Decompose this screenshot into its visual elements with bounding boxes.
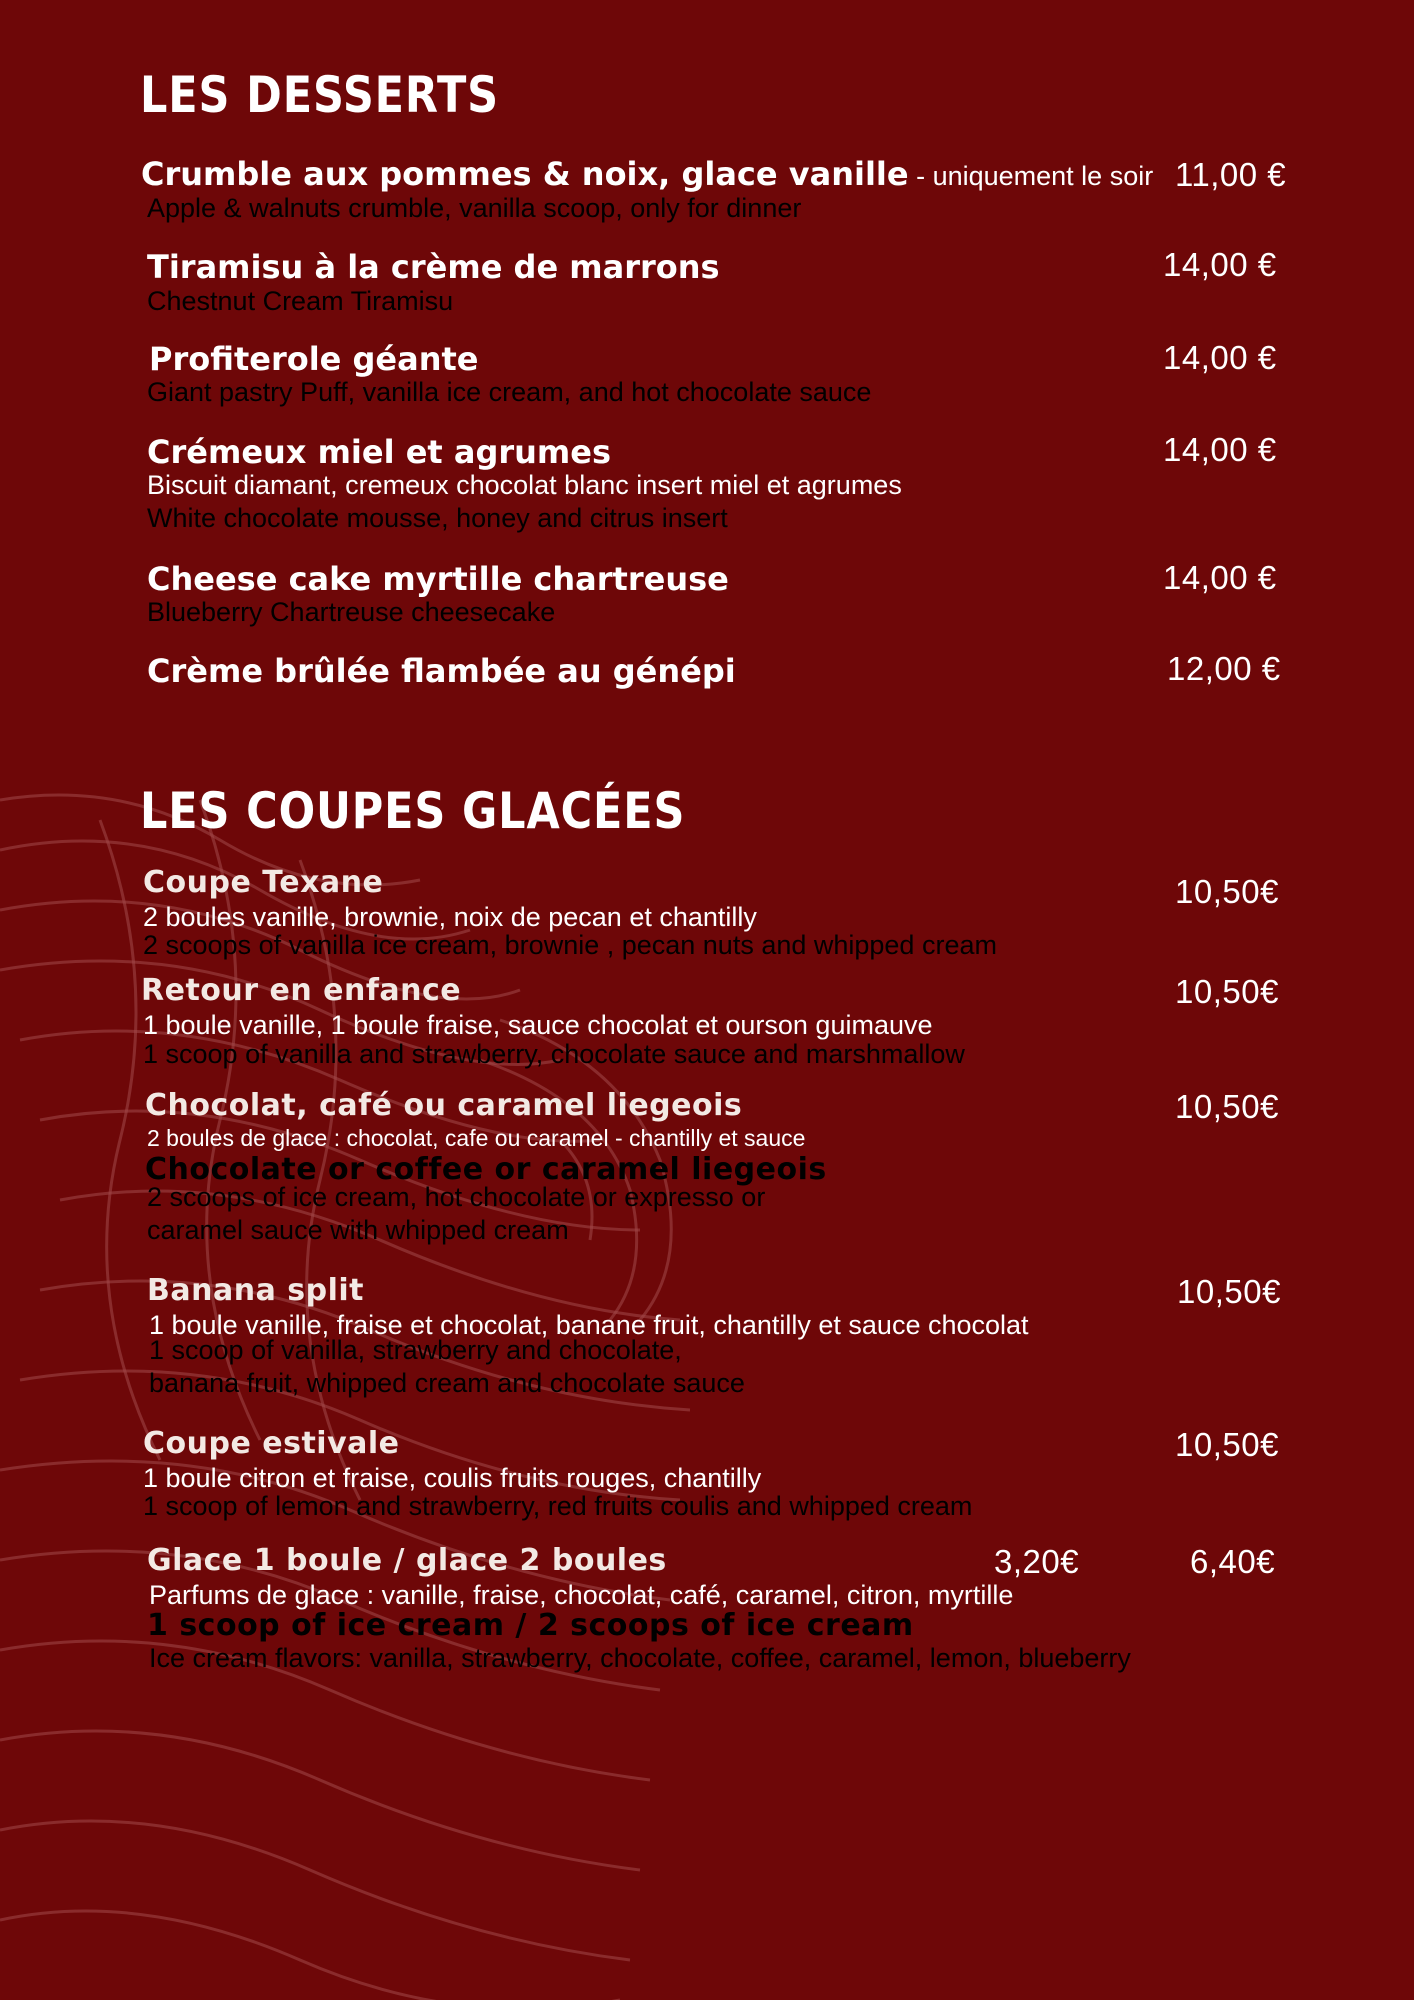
coupe-name-en: Chocolate or coffee or caramel liegeois: [145, 1152, 827, 1187]
dessert-name-tiramisu: Tiramisu à la crème de marrons: [147, 248, 720, 286]
coupe-description-en: caramel sauce with whipped cream: [147, 1215, 569, 1245]
dessert-price: 14,00 €: [1163, 431, 1277, 468]
coupe-name-banana-split: Banana split: [147, 1273, 364, 1308]
dessert-note: - uniquement le soir: [908, 161, 1154, 191]
dessert-description-en: Chestnut Cream Tiramisu: [147, 286, 454, 316]
dessert-item-crumble: [141, 155, 1153, 193]
dessert-description-en: Giant pastry Puff, vanilla ice cream, and hot chocolate sauce: [147, 377, 872, 407]
dessert-name-creme-brulee: Crème brûlée flambée au génépi: [147, 652, 736, 690]
dessert-name-profiterole: Profiterole géante: [149, 340, 479, 378]
dessert-price: 14,00 €: [1163, 246, 1277, 283]
dessert-description-en: Blueberry Chartreuse cheesecake: [147, 597, 556, 627]
dessert-name: Crumble aux pommes & noix, glace vanille: [141, 155, 909, 193]
coupe-name-retour-en-enfance: Retour en enfance: [141, 973, 462, 1008]
dessert-price: 14,00 €: [1163, 339, 1277, 376]
coupe-description-en: 1 scoop of lemon and strawberry, red fruits coulis and whipped cream: [143, 1491, 973, 1521]
dessert-name-cremeux: Crémeux miel et agrumes: [147, 433, 611, 471]
desserts-section-title: LES DESSERTS: [140, 66, 499, 124]
dessert-description-en: White chocolate mousse, honey and citrus insert: [147, 503, 728, 533]
coupe-price-one-scoop: 3,20€: [994, 1543, 1080, 1580]
coupe-description-fr: 1 boule vanille, 1 boule fraise, sauce chocolat et ourson guimauve: [143, 1010, 933, 1040]
coupe-description-fr: Parfums de glace : vanille, fraise, chocolat, café, caramel, citron, myrtille: [149, 1580, 1014, 1610]
coupe-name-estivale: Coupe estivale: [143, 1426, 400, 1461]
dessert-price: 12,00 €: [1167, 650, 1281, 687]
dessert-name-cheesecake: Cheese cake myrtille chartreuse: [147, 560, 729, 598]
coupe-description-fr: 1 boule citron et fraise, coulis fruits rouges, chantilly: [143, 1463, 762, 1493]
dessert-price: 11,00 €: [1175, 156, 1287, 193]
coupe-price-two-scoops: 6,40€: [1190, 1543, 1276, 1580]
coupe-description-fr: 2 boules de glace : chocolat, cafe ou caramel - chantilly et sauce: [147, 1125, 806, 1151]
dessert-description-fr: Biscuit diamant, cremeux chocolat blanc insert miel et agrumes: [147, 470, 902, 500]
coupes-section-title: LES COUPES GLACÉES: [140, 782, 686, 840]
coupe-description-fr: 2 boules vanille, brownie, noix de pecan et chantilly: [143, 902, 757, 932]
coupe-description-en: 2 scoops of ice cream, hot chocolate or expresso or: [147, 1182, 766, 1212]
coupe-name-liegeois: Chocolat, café ou caramel liegeois: [145, 1088, 743, 1123]
coupe-description-en: 1 scoop of vanilla and strawberry, chocolate sauce and marshmallow: [143, 1039, 965, 1069]
coupe-description-en: Ice cream flavors: vanilla, strawberry, chocolate, coffee, caramel, lemon, blueberry: [149, 1643, 1131, 1673]
coupe-name-texane: Coupe Texane: [143, 865, 384, 900]
coupe-price: 10,50€: [1175, 973, 1279, 1010]
coupe-price: 10,50€: [1175, 1088, 1279, 1125]
coupe-name-glace: Glace 1 boule / glace 2 boules: [147, 1543, 667, 1578]
dessert-price: 14,00 €: [1163, 559, 1277, 596]
coupe-description-en: 1 scoop of vanilla, strawberry and chocolate,: [149, 1335, 682, 1365]
coupe-description-en: banana fruit, whipped cream and chocolate sauce: [149, 1368, 745, 1398]
coupe-description-fr: 1 boule vanille, fraise et chocolat, banane fruit, chantilly et sauce chocolat: [149, 1310, 1029, 1340]
coupe-description-en: 2 scoops of vanilla ice cream, brownie , pecan nuts and whipped cream: [143, 930, 997, 960]
coupe-price: 10,50€: [1175, 873, 1279, 910]
coupe-price: 10,50€: [1177, 1273, 1281, 1310]
coupe-price: 10,50€: [1175, 1426, 1279, 1463]
dessert-description-en: Apple & walnuts crumble, vanilla scoop, only for dinner: [147, 193, 802, 223]
coupe-name-en: 1 scoop of ice cream / 2 scoops of ice cream: [147, 1608, 914, 1643]
